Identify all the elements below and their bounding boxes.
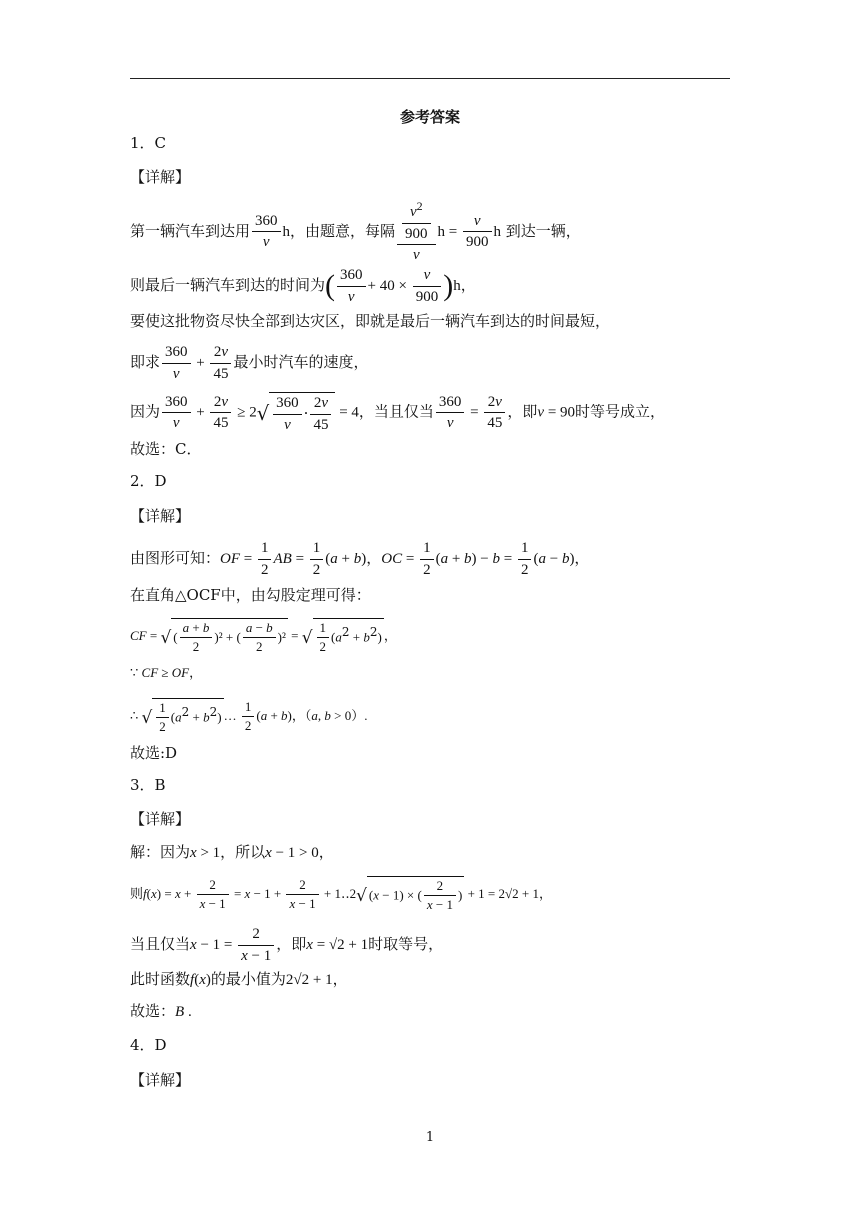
fraction: $\frac{2v}{45}$ [210, 344, 231, 382]
fraction: $\frac{360}{v}$ [436, 394, 465, 432]
fraction: $\frac{2v}{45}$ [210, 394, 231, 432]
fraction: $\frac{v}{900}$ [413, 267, 442, 305]
fraction: $\frac{\frac{v^2}{900}}{v}$ [397, 200, 436, 264]
page-title: 参考答案 [399, 108, 460, 126]
q3-line-4: 此时函数f(x)的最小值为2√2 + 1， [130, 970, 348, 988]
q3-line-3: 当且仅当x − 1 = $\frac{2}{x - 1}$ ，即x = √2 + 1时取等号， [130, 926, 444, 964]
q2-line-3: CF = √ ( $\frac{a + b}{2}$ )² + ( $\frac{a - b}{2}$ )² = √ $\frac{1}{2}$ $(a^2 + b^2)$ ， [130, 620, 397, 655]
q3-line-1: 解：因为x > 1，所以x − 1 > 0， [130, 843, 334, 861]
q2-answer: 2．D [130, 472, 167, 490]
q1-line-2: 则最后一辆汽车到达的时间为( $\frac{360}{v}$ + 40 × $\frac{v}{900}$ )h， [130, 267, 476, 305]
page-number: 1 [425, 1130, 435, 1145]
q1-line-4: 即求 $\frac{360}{v}$ + $\frac{2v}{45}$ 最小时汽车的速度， [130, 344, 369, 382]
q1-line-1: 第一辆汽车到达用 $\frac{360}{v}$ h，由题意，每隔 $\frac{\frac{v^2}{900}}{v}$ h = $\frac{v}{900}$ h 到达一辆， [130, 199, 581, 263]
fraction: $\frac{v}{900}$ [463, 213, 492, 251]
fraction: $\frac{360}{v}$ [337, 267, 366, 305]
q2-line-4b: ∴ √ $\frac{1}{2}$ $(a^2 + b^2)$ … $\frac{1}{2}$ (a + b)，（a, b > 0）. [130, 698, 368, 735]
q4-answer: 4．D [130, 1036, 167, 1054]
q2-detail-heading: 【详解】 [130, 507, 191, 525]
fraction: $\frac{360}{v}$ [162, 344, 191, 382]
q4-detail-heading: 【详解】 [130, 1071, 191, 1089]
square-root: √ $\frac{360}{v}$ · $\frac{2v}{45}$ [257, 392, 336, 433]
q2-line-1: 由图形可知：OF = $\frac{1}{2}$ AB = $\frac{1}{2}$ (a + b)，OC = $\frac{1}{2}$ (a + b) − b = $\frac{1}{2}$ (a − b)， [130, 540, 590, 578]
q3-detail-heading: 【详解】 [130, 810, 191, 828]
q2-line-4a: ∵ CF ≥ OF， [130, 665, 203, 680]
q2-line-5: 故选:D [130, 744, 178, 762]
q1-answer: 1．C [130, 134, 167, 152]
q1-line-5: 因为 $\frac{360}{v}$ + $\frac{2v}{45}$ ≥ 2√ $\frac{360}{v}$ · $\frac{2v}{45}$ = 4，当且仅当 $\frac{360}{v}$ = $\frac{2v}{45}$ ，即v = 90时等号成立， [130, 393, 666, 433]
fraction: $\frac{2v}{45}$ [484, 394, 505, 432]
q1-line-6: 故选：C． [130, 440, 202, 458]
q3-line-2: 则f(x) = x + $\frac{2}{x - 1}$ = x − 1 + $\frac{2}{x - 1}$ + 1‥2√ (x − 1) × ( $\frac{2}{x - 1}$ ) + 1 = 2√2 + 1， [130, 876, 552, 913]
q1-line-3: 要使这批物资尽快全部到达灾区，即就是最后一辆汽车到达的时间最短， [130, 312, 611, 330]
q1-detail-heading: 【详解】 [130, 168, 191, 186]
q3-line-5: 故选：B . [130, 1002, 192, 1020]
q2-line-2: 在直角△OCF中，由勾股定理可得： [130, 586, 371, 604]
header-rule [130, 78, 730, 79]
q3-answer: 3．B [130, 776, 166, 794]
fraction: $\frac{360}{v}$ [252, 213, 281, 251]
fraction: $\frac{360}{v}$ [162, 394, 191, 432]
